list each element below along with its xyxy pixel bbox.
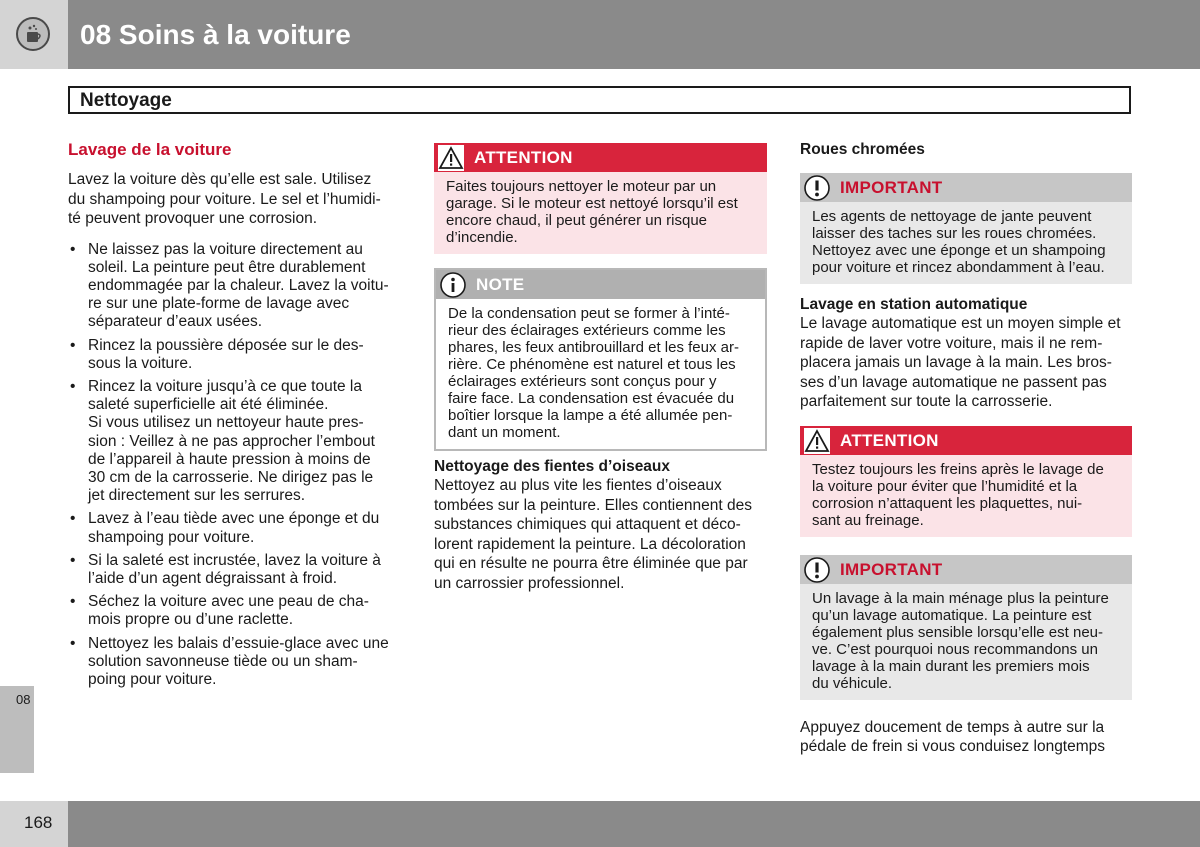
attention-box-engine bbox=[434, 143, 767, 254]
heading-car-washing: Lavage de la voiture bbox=[68, 140, 232, 159]
text-line: shampoing pour voiture. bbox=[88, 528, 255, 546]
text-line: jet directement sur les serrures. bbox=[88, 487, 306, 505]
text-line: 30 cm de la carrosserie. Ne dirigez pas le bbox=[88, 468, 374, 486]
important-header bbox=[800, 555, 1132, 584]
text-line: Appuyez doucement de temps à autre sur la bbox=[800, 718, 1105, 736]
text-line: pour voiture et rincez abondamment à l’eau. bbox=[812, 259, 1105, 276]
text-line: également plus sensible lorsqu’elle est neu- bbox=[812, 623, 1104, 641]
text-line: Nettoyez avec une éponge et un shampoing bbox=[812, 242, 1106, 259]
text-line: rapide de laver votre voiture, mais il ne rem- bbox=[800, 334, 1103, 352]
text-line: faire face. La condensation est évacuée du bbox=[448, 390, 735, 407]
text-line: soleil. La peinture peut être durablement bbox=[88, 258, 366, 276]
text-line: placera jamais un lavage à la main. Les bros- bbox=[800, 354, 1112, 371]
text-line: du véhicule. bbox=[812, 674, 893, 692]
exclamation-icon bbox=[804, 557, 830, 583]
attention-box-brakes bbox=[800, 426, 1132, 537]
text-line: endommagée par la chaleur. Lavez la voitu- bbox=[88, 276, 389, 294]
page-number-box bbox=[0, 801, 68, 847]
bullet-item bbox=[68, 241, 404, 332]
text-line: encore chaud, il peut générer un risque bbox=[446, 212, 708, 229]
text-line: lavage à la main durant les premiers mois bbox=[812, 657, 1090, 675]
note-text bbox=[436, 299, 765, 449]
footer-bar bbox=[0, 801, 1200, 847]
exclamation-icon bbox=[804, 175, 830, 201]
text-line: dant un moment. bbox=[448, 424, 561, 441]
text-line: • Ne laissez pas la voiture directement au bbox=[88, 240, 363, 258]
intro-paragraph bbox=[68, 170, 404, 229]
important-text bbox=[800, 584, 1132, 700]
text-line: Si vous utilisez un nettoyeur haute pres- bbox=[88, 414, 364, 432]
attention-text bbox=[800, 455, 1132, 537]
attention-header bbox=[800, 426, 1132, 455]
text-line: pédale de frein si vous conduisez longtemps bbox=[800, 738, 1106, 755]
text-line: du shampoing pour voiture. Le sel et l’humidi- bbox=[68, 190, 381, 208]
important-box-handwash bbox=[800, 555, 1132, 700]
important-title: IMPORTANT bbox=[840, 559, 943, 579]
text-line: parfaitement sur toute la carrosserie. bbox=[800, 393, 1053, 410]
bullet-item bbox=[68, 552, 404, 588]
heading-bird-droppings: Nettoyage des fientes d’oiseaux bbox=[434, 458, 671, 475]
text-line: garage. Si le moteur est nettoyé lorsqu’il est bbox=[446, 195, 738, 212]
attention-text bbox=[434, 172, 767, 254]
bullet-item bbox=[68, 378, 404, 505]
text-line: Testez toujours les freins après le lavage de bbox=[812, 460, 1104, 478]
text-line: tombées sur la peinture. Elles contiennent des bbox=[434, 496, 752, 514]
text-line: • Si la saleté est incrustée, lavez la voiture à bbox=[88, 551, 381, 569]
attention-title: ATTENTION bbox=[474, 148, 573, 167]
text-line: • Rincez la poussière déposée sur le des- bbox=[88, 336, 364, 354]
text-line: laisser des taches sur les roues chromées. bbox=[812, 225, 1097, 242]
text-line: la voiture pour éviter que l’humidité et la bbox=[812, 477, 1078, 495]
heading-chrome-wheels: Roues chromées bbox=[800, 141, 925, 158]
warning-triangle-icon bbox=[438, 145, 464, 171]
bullet-item bbox=[68, 593, 404, 629]
washing-bullet-list bbox=[68, 241, 404, 690]
section-title-box bbox=[68, 86, 1131, 114]
text-line: éclairages extérieurs sont conçus pour y bbox=[448, 373, 717, 390]
column-left bbox=[68, 140, 404, 694]
text-line: Les agents de nettoyage de jante peuvent bbox=[812, 208, 1092, 225]
text-line: re sur une plate-forme de lavage avec bbox=[88, 295, 350, 313]
important-box-chrome bbox=[800, 173, 1132, 284]
text-line: d’incendie. bbox=[446, 229, 518, 246]
section-title: Nettoyage bbox=[80, 90, 172, 111]
car-care-icon bbox=[16, 17, 50, 51]
text-line: Le lavage automatique est un moyen simple et bbox=[800, 315, 1121, 332]
text-line: boîtier lorsque la lampe a été allumée pen- bbox=[448, 407, 733, 424]
text-line: sion : Veillez à ne pas approcher l’embout bbox=[88, 432, 375, 450]
text-line: séparateur d’eaux usées. bbox=[88, 313, 263, 331]
important-header bbox=[800, 173, 1132, 202]
column-middle bbox=[434, 140, 767, 593]
text-line: Lavez la voiture dès qu’elle est sale. Utilisez bbox=[68, 171, 372, 188]
text-line: • Lavez à l’eau tiède avec une éponge et du bbox=[88, 510, 380, 528]
note-header bbox=[436, 270, 765, 299]
text-line: qui en résulte ne pourra être éliminée que par bbox=[434, 555, 748, 572]
info-icon bbox=[440, 272, 466, 298]
header-icon-box bbox=[0, 0, 68, 69]
bird-droppings-paragraph bbox=[434, 476, 767, 593]
text-line: rière. Ce phénomène est naturel et tous les bbox=[448, 356, 736, 373]
text-line: • Nettoyez les balais d’essuie-glace avec une bbox=[88, 634, 389, 652]
note-title: NOTE bbox=[476, 275, 525, 294]
text-line: Un lavage à la main ménage plus la peinture bbox=[812, 589, 1109, 607]
text-line: lorent rapidement la peinture. La décoloration bbox=[434, 535, 746, 553]
text-line: Nettoyez au plus vite les fientes d’oiseaux bbox=[434, 477, 722, 494]
text-line: solution savonneuse tiède ou un sham- bbox=[88, 652, 358, 670]
text-line: • Rincez la voiture jusqu’à ce que toute la bbox=[88, 377, 362, 395]
text-line: de l’appareil à haute pression à moins de bbox=[88, 450, 371, 468]
warning-triangle-icon bbox=[804, 428, 830, 454]
attention-title: ATTENTION bbox=[840, 430, 939, 450]
important-title: IMPORTANT bbox=[840, 178, 943, 197]
column-right bbox=[800, 140, 1132, 757]
text-line: substances chimiques qui attaquent et déco- bbox=[434, 516, 741, 533]
text-line: poing pour voiture. bbox=[88, 670, 217, 688]
automatic-wash-paragraph bbox=[800, 314, 1132, 412]
bullet-item bbox=[68, 510, 404, 546]
text-line: phares, les feux antibrouillard et les feux ar- bbox=[448, 339, 739, 356]
heading-automatic-wash: Lavage en station automatique bbox=[800, 296, 1028, 313]
text-line: sous la voiture. bbox=[88, 354, 193, 372]
closing-paragraph bbox=[800, 718, 1132, 757]
text-line: l’aide d’un agent dégraissant à froid. bbox=[88, 569, 338, 587]
text-line: mois propre ou d’une raclette. bbox=[88, 611, 294, 629]
text-line: qu’un lavage automatique. La peinture est bbox=[812, 606, 1092, 624]
bullet-item bbox=[68, 635, 404, 690]
bullet-item bbox=[68, 337, 404, 373]
text-line: ve. C’est pourquoi nous recommandons un bbox=[812, 640, 1098, 658]
note-box-condensation bbox=[434, 268, 767, 451]
text-line: sant au freinage. bbox=[812, 511, 924, 529]
header-bar bbox=[0, 0, 1200, 69]
attention-header bbox=[434, 143, 767, 172]
text-line: un carrossier professionnel. bbox=[434, 574, 625, 592]
chapter-tab-label: 08 bbox=[16, 692, 31, 707]
chapter-title: 08 Soins à la voiture bbox=[80, 19, 351, 50]
text-line: rieur des éclairages extérieurs comme les bbox=[448, 322, 726, 339]
text-line: saleté superficielle ait été éliminée. bbox=[88, 396, 329, 414]
text-line: corrosion n’attaquent les plaquettes, nui- bbox=[812, 494, 1083, 512]
text-line: • Séchez la voiture avec une peau de cha- bbox=[88, 593, 369, 611]
text-line: De la condensation peut se former à l’inté- bbox=[448, 305, 730, 322]
text-line: ses d’un lavage automatique ne passent pas bbox=[800, 373, 1107, 391]
page-number: 168 bbox=[24, 813, 53, 832]
chapter-side-tab bbox=[0, 686, 34, 773]
important-text bbox=[800, 202, 1132, 284]
text-line: té peuvent provoquer une corrosion. bbox=[68, 210, 318, 227]
text-line: Faites toujours nettoyer le moteur par un bbox=[446, 178, 717, 195]
